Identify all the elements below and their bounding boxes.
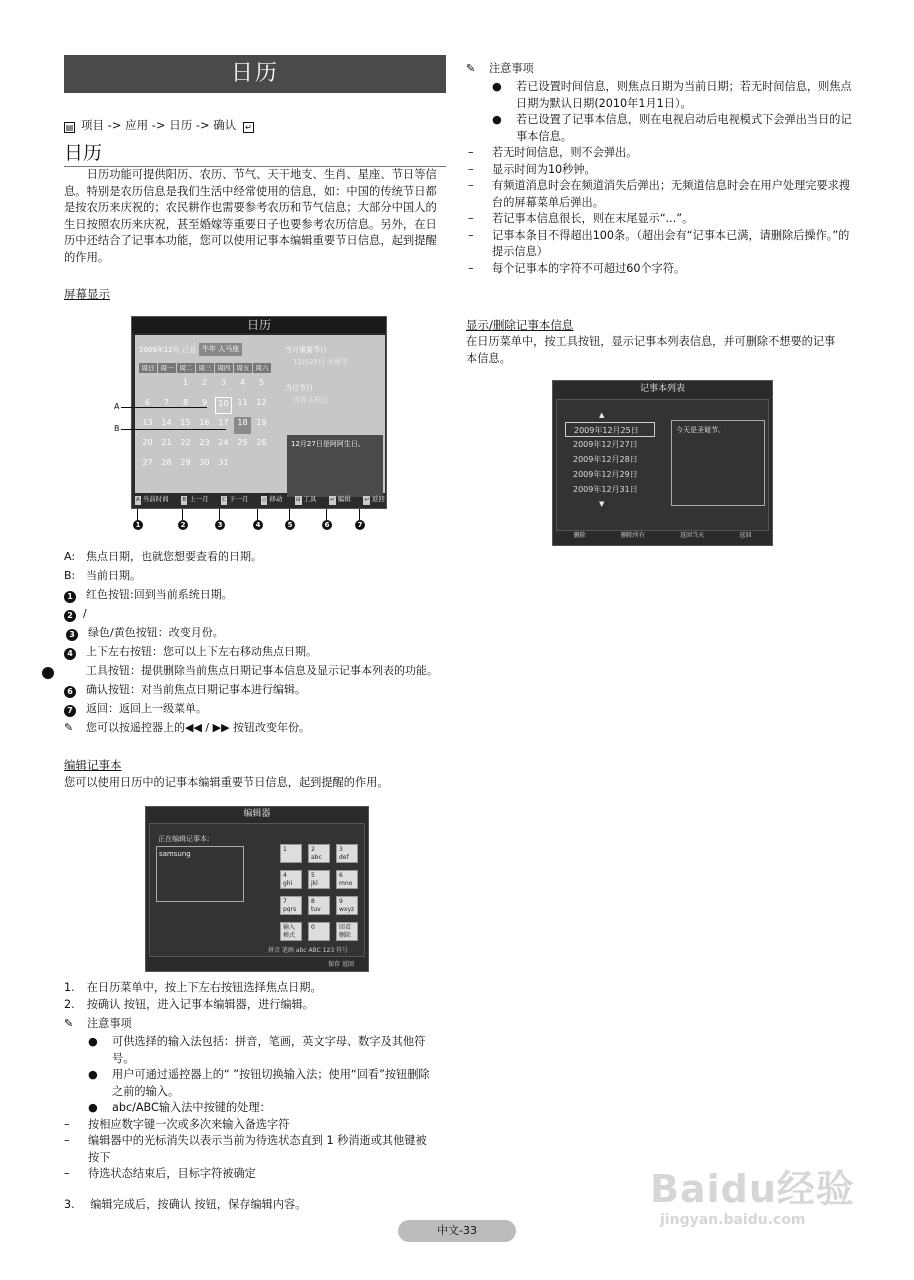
calendar-day[interactable]: 12 xyxy=(256,398,267,407)
step-item xyxy=(64,980,449,997)
keypad-key-4[interactable] xyxy=(308,870,330,889)
marker-line-1 xyxy=(137,509,138,520)
intro-paragraph: 日历功能可提供阳历、农历、节气、天干地支、生肖、星座、节日等信息。特别是农历信息是我们生活中经常使用的信息，如：中国的传统节日都是按农历来庆祝的；农民耕作也需要参考农历和节气信息；大部分中国人的生日按照农历来庆祝，甚至婚嫁等重要日子也要参考农历信息。另外，在日历中还结合了记事本功能，您可以使用记事本编辑重要节日信息，起到提醒的作用。 xyxy=(64,168,437,264)
note-bullet: – xyxy=(64,1134,70,1147)
calendar-title: 日历 xyxy=(132,317,386,333)
legend-number-badge: 4 xyxy=(64,648,76,660)
left-notes-title-row xyxy=(64,1016,132,1033)
note-text: 记事本条目不得超出100条。（超出会有“记事本已满，请删除后操作。”的提示信息） xyxy=(492,228,850,258)
marker-a: A xyxy=(114,402,120,411)
note-bullet: – xyxy=(468,146,474,159)
note-pencil-icon: ✎ xyxy=(64,1017,74,1030)
footer-item-0[interactable] xyxy=(135,494,169,505)
calendar-year-month: 2009年12月 己丑 xyxy=(139,346,196,354)
legend-key: ✎ xyxy=(64,721,74,734)
marker-line-3 xyxy=(219,509,220,520)
calendar-screen xyxy=(131,316,387,509)
footer-icon-3: ◇ xyxy=(262,497,267,504)
note-item xyxy=(88,1100,437,1117)
calendar-day[interactable]: 24 xyxy=(218,438,229,447)
callout-marker-5: 5 xyxy=(285,520,295,530)
legend-item xyxy=(64,547,449,566)
note-text: 有频道消息时会在频道消失后弹出；无频道信息时会在用户处理完要求搜台的屏幕菜单后弹出。 xyxy=(492,179,851,209)
note-text: 若已设置时间信息，则焦点日期为当前日期；若无时间信息，则焦点日期为默认日期(2010年1月1日）。 xyxy=(516,80,852,110)
legend-number-badge: 7 xyxy=(64,705,76,717)
legend-number-badge: 5 xyxy=(42,667,54,679)
keypad-key-letters: mno xyxy=(339,880,353,887)
keypad-key-6[interactable] xyxy=(280,896,302,915)
keypad-key-letters: wxyz xyxy=(339,906,355,913)
keypad-key-10[interactable] xyxy=(308,922,330,941)
calendar-body xyxy=(135,335,385,493)
step-3-number: 3. xyxy=(64,1198,75,1211)
note-item xyxy=(468,162,854,179)
step-3-text: 编辑完成后，按确认 按钮，保存编辑内容。 xyxy=(90,1198,307,1211)
keypad-key-number: 9 xyxy=(339,898,343,905)
day-holiday-label: 当日节日 xyxy=(285,384,313,392)
step-item xyxy=(64,997,449,1014)
legend-item xyxy=(64,642,449,661)
memo-date-item[interactable]: 2009年12月27日 xyxy=(573,440,638,449)
footer-label-3: 移动 xyxy=(269,495,283,504)
memo-list-heading: 显示/删除记事本信息 xyxy=(466,318,574,332)
menu-path: ▤ 项目 -> 应用 -> 日历 -> 确认 ↵ xyxy=(64,117,260,135)
footer-item-3[interactable] xyxy=(261,494,282,505)
keypad-key-5[interactable] xyxy=(336,870,358,889)
legend-text: 红色按钮:回到当前系统日期。 xyxy=(86,588,233,601)
legend-key xyxy=(64,699,86,718)
note-item xyxy=(468,211,854,228)
month-holidays-value: 12月25日 圣诞节 xyxy=(293,358,349,366)
footer-item-4[interactable] xyxy=(295,494,317,505)
note-text: 若已设置了记事本信息，则在电视启动后电视模式下会弹出当日的记事本信息。 xyxy=(516,113,852,143)
note-item xyxy=(468,145,854,162)
steps-list xyxy=(64,980,449,1013)
callout-marker-1: 1 xyxy=(133,520,143,530)
keypad-key-7[interactable] xyxy=(308,896,330,915)
keypad-key-letters: tuv xyxy=(311,906,321,913)
note-text: 每个记事本的字符不可超过60个字符。 xyxy=(492,261,686,275)
legend-key: A: xyxy=(64,550,76,563)
keypad-key-number: 回看删除 xyxy=(339,924,352,939)
legend-number-badge: 1 xyxy=(64,591,76,603)
page-banner-title: 日历 xyxy=(64,55,446,93)
step-number: 2. xyxy=(64,997,75,1011)
note-bullet: – xyxy=(468,228,474,242)
memo-date-item[interactable]: 2009年12月28日 xyxy=(573,455,638,464)
note-text: 可供选择的输入法包括：拼音，笔画，英文字母、数字及其他符号。 xyxy=(112,1035,426,1065)
callout-marker-2: 2 xyxy=(178,520,188,530)
note-bullet: ● xyxy=(492,80,502,93)
page-number: 中文-33 xyxy=(398,1220,516,1242)
edit-notepad-heading: 编辑记事本 xyxy=(64,758,122,772)
menu-icon: ▤ xyxy=(65,123,74,132)
calendar-day[interactable]: 17 xyxy=(218,418,229,427)
note-text: 用户可通过遥控器上的“ ”按钮切换输入法；使用“回看”按钮删除之前的输入。 xyxy=(112,1068,430,1098)
legend-item xyxy=(64,718,449,737)
legend-item xyxy=(64,699,449,718)
step-number: 1. xyxy=(64,981,75,994)
left-notes-title: 注意事项 xyxy=(86,1017,132,1030)
calendar-footer xyxy=(135,493,385,506)
footer-item-5[interactable] xyxy=(329,494,351,505)
marker-line-2 xyxy=(182,509,183,520)
note-item xyxy=(468,261,854,278)
note-bullet: ● xyxy=(492,113,502,126)
callout-marker-3: 3 xyxy=(215,520,225,530)
calendar-zodiac: 牛年 人马座 xyxy=(199,343,242,356)
calendar-day[interactable]: 7 xyxy=(163,398,170,407)
editor-title: 编辑器 xyxy=(243,809,271,819)
memo-footer-item-1[interactable]: 删除所有 xyxy=(620,532,645,539)
scroll-up-icon[interactable]: ▲ xyxy=(599,411,605,419)
note-bullet: – xyxy=(64,1167,70,1180)
note-text: 显示时间为10秒钟。 xyxy=(492,162,596,176)
keypad-key-number: 7 xyxy=(283,898,287,905)
note-item xyxy=(492,79,854,112)
footer-icon-6: ↩ xyxy=(364,497,369,504)
keypad-key-letters: abc xyxy=(311,854,322,861)
calendar-day[interactable]: 15 xyxy=(180,418,191,427)
legend-number-badge: 6 xyxy=(64,686,76,698)
memo-list-footer xyxy=(556,531,769,543)
keypad-key-letters: ghi xyxy=(283,880,293,887)
marker-b-line xyxy=(121,429,226,430)
marker-a-line xyxy=(121,407,207,408)
legend-key xyxy=(34,661,86,680)
keypad-key-number: 5 xyxy=(311,872,315,879)
notepad-textarea[interactable]: samsung xyxy=(156,846,244,902)
memo-list-title: 记事本列表 xyxy=(639,384,685,394)
step-3 xyxy=(64,1197,306,1214)
note-bullet: – xyxy=(468,261,474,275)
memo-date-item[interactable]: 2009年12月25日 xyxy=(565,422,655,437)
calendar-day[interactable]: 29 xyxy=(180,458,191,467)
memo-date-list xyxy=(565,422,655,497)
callout-marker-4: 4 xyxy=(253,520,263,530)
note-bullet: ● xyxy=(88,1035,98,1048)
note-item xyxy=(64,1117,437,1134)
keypad-key-0[interactable] xyxy=(280,844,302,863)
legend-number-badge: 3 xyxy=(66,629,78,641)
note-item xyxy=(492,112,854,145)
keypad-key-letters: pqrs xyxy=(283,906,297,913)
note-text: 若无时间信息，则不会弹出。 xyxy=(492,146,638,159)
right-notes-title-row xyxy=(466,61,534,78)
note-item xyxy=(64,1133,437,1166)
keypad-key-3[interactable] xyxy=(280,870,302,889)
note-item xyxy=(468,178,854,211)
calendar-day[interactable]: 5 xyxy=(258,378,265,387)
memo-box: 12月27日是阿阿生日。 xyxy=(287,435,383,497)
marker-line-6 xyxy=(326,509,327,520)
calendar-day[interactable]: 23 xyxy=(199,438,210,447)
calendar-day[interactable]: 3 xyxy=(220,378,227,387)
footer-item-1[interactable] xyxy=(181,494,208,505)
keypad-key-number: 8 xyxy=(311,898,315,905)
screen-display-heading: 屏幕显示 xyxy=(64,287,110,301)
scroll-down-icon[interactable]: ▼ xyxy=(599,500,605,508)
note-bullet: – xyxy=(468,179,474,192)
keypad-key-letters: jkl xyxy=(311,880,318,887)
keypad-key-2[interactable] xyxy=(336,844,358,863)
legend-item xyxy=(64,585,449,604)
memo-date-item[interactable]: 2009年12月31日 xyxy=(573,485,638,494)
footer-item-6[interactable] xyxy=(363,494,385,505)
note-text: 若记事本信息很长，则在末尾显示“...”。 xyxy=(492,212,694,225)
calendar-day[interactable]: 9 xyxy=(201,398,208,407)
footer-item-2[interactable] xyxy=(221,494,248,505)
editor-screen xyxy=(145,806,369,972)
legend-text: 您可以按遥控器上的◀◀ / ▶▶ 按钮改变年份。 xyxy=(86,721,311,734)
keypad-key-number: 3 xyxy=(339,846,343,853)
left-notes-list xyxy=(64,1034,437,1183)
calendar-day[interactable]: 19 xyxy=(256,418,267,427)
memo-footer-item-0[interactable]: 删除 xyxy=(573,532,586,539)
legend-key xyxy=(64,680,86,699)
memo-list-intro: 在日历菜单中，按工具按钮，显示记事本列表信息，并可删除不想要的记事本信息。 xyxy=(466,335,836,365)
legend-key: 2 /3 xyxy=(64,604,88,642)
legend-text: 上下左右按钮：您可以上下左右移动焦点日期。 xyxy=(86,645,317,658)
keypad-key-number: 2 xyxy=(311,846,315,853)
weekday-6: 周六 xyxy=(253,363,271,373)
note-item xyxy=(88,1034,437,1067)
calendar-day[interactable]: 4 xyxy=(239,378,246,387)
weekday-5: 周五 xyxy=(234,363,252,373)
note-text: abc/ABC输入法中按键的处理： xyxy=(112,1101,271,1114)
weekday-1: 周一 xyxy=(158,363,176,373)
memo-list-body xyxy=(556,399,769,531)
weekday-4: 周四 xyxy=(215,363,233,373)
footer-label-5: 编辑 xyxy=(337,495,351,504)
footer-icon-2: C xyxy=(222,497,227,504)
note-bullet: ● xyxy=(88,1068,98,1081)
calendar-day[interactable]: 11 xyxy=(237,398,248,407)
calendar-day[interactable]: 26 xyxy=(256,438,267,447)
enter-icon: ↵ xyxy=(243,122,254,133)
baidu-watermark-logo: Baidu经验 xyxy=(650,1167,855,1211)
calendar-day[interactable]: 30 xyxy=(199,458,210,467)
calendar-day[interactable]: 25 xyxy=(237,438,248,447)
keypad-key-number: 4 xyxy=(283,872,287,879)
weekday-header xyxy=(139,363,271,373)
legend-key: B: xyxy=(64,569,76,582)
keypad-key-letters: def xyxy=(339,854,349,861)
keypad-key-number: 1 xyxy=(283,846,287,853)
calendar-day[interactable]: 16 xyxy=(199,418,210,427)
legend-item xyxy=(64,604,449,642)
note-item xyxy=(468,228,854,261)
note-item xyxy=(88,1067,437,1100)
note-text: 待选状态结束后，目标字符被确定 xyxy=(88,1167,256,1180)
calendar-day[interactable]: 2 xyxy=(201,378,208,387)
right-notes-title: 注意事项 xyxy=(488,62,534,75)
legend-item xyxy=(64,566,449,585)
section-title: 日历 xyxy=(64,140,446,167)
note-text: 按相应数字键一次或多次来输入备选字符 xyxy=(88,1117,290,1131)
calendar-day[interactable]: 28 xyxy=(161,458,172,467)
footer-icon-0: A xyxy=(136,497,140,504)
footer-label-1: 上一月 xyxy=(189,495,209,504)
note-item xyxy=(64,1166,437,1183)
legend-item xyxy=(34,661,449,680)
calendar-day[interactable]: 20 xyxy=(142,438,153,447)
keypad-key-11[interactable] xyxy=(336,922,358,941)
calendar-day[interactable]: 13 xyxy=(142,418,153,427)
marker-line-4 xyxy=(257,509,258,520)
note-bullet: – xyxy=(64,1117,70,1131)
legend-text: 当前日期。 xyxy=(86,569,141,582)
note-pencil-icon: ✎ xyxy=(466,62,476,75)
footer-label-4: 工具 xyxy=(303,495,317,504)
weekday-0: 周日 xyxy=(139,363,157,373)
memo-list-screen xyxy=(552,380,773,546)
editor-body xyxy=(149,823,365,957)
note-bullet: – xyxy=(468,162,474,176)
note-bullet: – xyxy=(468,212,474,225)
legend-text: 焦点日期，也就您想要查看的日期。 xyxy=(86,550,262,563)
day-holiday-value: 世界人权日 xyxy=(293,396,328,404)
legend-list xyxy=(34,547,449,737)
marker-line-7 xyxy=(359,509,360,520)
note-text: 编辑器中的光标消失以表示当前为待选状态直到 1 秒消逝或其他键被按下 xyxy=(88,1134,427,1164)
keypad-key-8[interactable] xyxy=(336,896,358,915)
weekday-3: 周三 xyxy=(196,363,214,373)
note-bullet: ● xyxy=(88,1101,98,1114)
marker-b: B xyxy=(114,424,120,433)
weekday-2: 周二 xyxy=(177,363,195,373)
keypad-key-number: 6 xyxy=(339,872,343,879)
calendar-day[interactable]: 10 xyxy=(215,397,232,414)
legend-text: 返回：返回上一级菜单。 xyxy=(86,702,207,715)
footer-icon-4: ⊟ xyxy=(295,497,301,504)
footer-icon-1: B xyxy=(182,497,187,504)
keypad-key-number: 0 xyxy=(311,924,315,931)
legend-number-badge: 2 xyxy=(64,610,76,622)
editor-label: 正在编辑记事本: xyxy=(158,835,210,843)
calendar-day[interactable]: 6 xyxy=(144,398,151,407)
legend-text: 绿色/黄色按钮：改变月份。 xyxy=(88,626,224,639)
legend-key xyxy=(64,585,86,604)
memo-footer-item-3[interactable]: 返回 xyxy=(739,532,752,539)
callout-marker-6: 6 xyxy=(322,520,332,530)
calendar-day[interactable]: 21 xyxy=(161,438,172,447)
editor-keypad xyxy=(280,844,362,944)
footer-label-2: 下一月 xyxy=(229,495,249,504)
callout-marker-7: 7 xyxy=(355,520,365,530)
legend-key xyxy=(64,642,86,661)
footer-label-0: 当前时间 xyxy=(142,495,169,504)
legend-text: 确认按钮：对当前焦点日期记事本进行编辑。 xyxy=(86,683,306,696)
calendar-day[interactable]: 22 xyxy=(180,438,191,447)
editor-footer: 保存 返回 xyxy=(328,960,354,968)
memo-footer-item-2[interactable]: 返回当天 xyxy=(680,532,705,539)
memo-content-box: 今天是圣诞节。 xyxy=(671,420,765,506)
legend-item xyxy=(64,680,449,699)
calendar-day[interactable]: 27 xyxy=(142,458,153,467)
footer-icon-5: ↵ xyxy=(330,497,335,504)
step-text: 按确认 按钮，进入记事本编辑器，进行编辑。 xyxy=(86,997,314,1011)
legend-text: 工具按钮：提供删除当前焦点日期记事本信息及显示记事本列表的功能。 xyxy=(86,664,438,677)
step-text: 在日历菜单中，按上下左右按钮选择焦点日期。 xyxy=(86,981,322,994)
keypad-key-number: 输入模式 xyxy=(283,924,296,939)
calendar-day[interactable]: 18 xyxy=(234,417,251,434)
edit-notepad-intro: 您可以使用日历中的记事本编辑重要节日信息，起到提醒的作用。 xyxy=(64,776,389,789)
calendar-day[interactable]: 31 xyxy=(218,458,229,467)
right-notes-list xyxy=(468,79,854,277)
memo-date-item[interactable]: 2009年12月29日 xyxy=(573,470,638,479)
marker-line-5 xyxy=(289,509,290,520)
calendar-day[interactable]: 14 xyxy=(161,418,172,427)
month-holidays-label: 当月重要节日 xyxy=(285,346,327,354)
keypad-key-9[interactable] xyxy=(280,922,302,941)
baidu-watermark-url: jingyan.baidu.com xyxy=(660,1212,806,1228)
input-mode-bar[interactable]: 拼音 笔画 abc ABC 123 符号 xyxy=(268,947,349,954)
calendar-day[interactable]: 1 xyxy=(182,378,189,387)
calendar-day[interactable]: 8 xyxy=(182,398,189,407)
keypad-key-1[interactable] xyxy=(308,844,330,863)
footer-label-6: 返回 xyxy=(371,495,385,504)
